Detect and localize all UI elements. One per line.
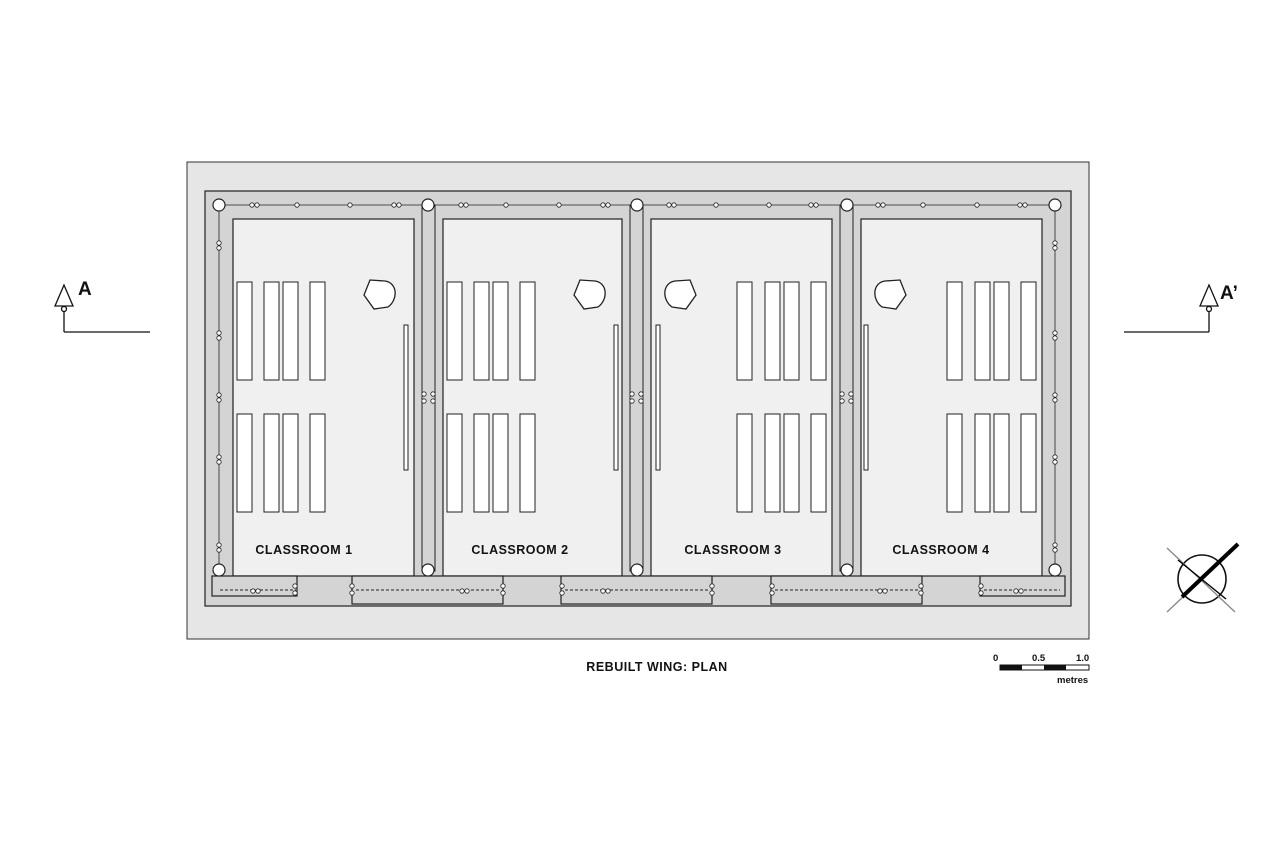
section-marker-right [1124,285,1218,332]
desk [811,282,826,380]
section-label-right: A’ [1220,283,1238,304]
desk [947,282,962,380]
desk [784,282,799,380]
scale-tick-half: 0.5 [1032,653,1046,664]
classroom-label: CLASSROOM 1 [255,543,353,557]
scale-tick-0: 0 [993,653,999,664]
desk [765,414,780,512]
drawing-title: REBUILT WING: PLAN [586,660,728,674]
desk [994,414,1009,512]
desk [947,414,962,512]
desk [1021,282,1036,380]
column [631,199,643,211]
desk [447,282,462,380]
desk [310,414,325,512]
desk [520,414,535,512]
desk [784,414,799,512]
desk [283,282,298,380]
column [213,564,225,576]
desk [493,414,508,512]
column [422,564,434,576]
section-marker-left [55,285,150,332]
classroom-label: CLASSROOM 4 [892,543,990,557]
desk [493,282,508,380]
desk [520,282,535,380]
desk [264,282,279,380]
desk [237,282,252,380]
desk [994,282,1009,380]
desk [737,414,752,512]
partition-wall [422,205,435,571]
scale-unit: metres [1057,675,1089,686]
partition-wall [840,205,853,571]
classroom-label: CLASSROOM 3 [684,543,782,557]
section-arrow-icon [1200,285,1218,306]
desk [737,282,752,380]
classroom-1-floor [233,219,414,576]
desk [975,282,990,380]
section-arrow-icon [55,285,73,306]
blackboard [404,325,408,470]
desk [283,414,298,512]
column [631,564,643,576]
desk [474,282,489,380]
column [422,199,434,211]
column [841,199,853,211]
column [213,199,225,211]
blackboard [656,325,660,470]
desk [474,414,489,512]
classroom-3-floor [651,219,832,576]
desk [264,414,279,512]
desk [310,282,325,380]
desk [447,414,462,512]
classroom-2-floor [443,219,622,576]
partition-wall [630,205,643,571]
desk [975,414,990,512]
desk [811,414,826,512]
blackboard [614,325,618,470]
desk [765,282,780,380]
blackboard [864,325,868,470]
north-arrow-icon [1167,544,1238,612]
desk [1021,414,1036,512]
desk [237,414,252,512]
section-label-left: A [78,279,92,300]
scale-tick-1: 1.0 [1076,653,1090,664]
column [1049,564,1061,576]
column [841,564,853,576]
column [1049,199,1061,211]
classroom-4-floor [861,219,1042,576]
classroom-label: CLASSROOM 2 [471,543,569,557]
scale-bar [1000,665,1089,670]
